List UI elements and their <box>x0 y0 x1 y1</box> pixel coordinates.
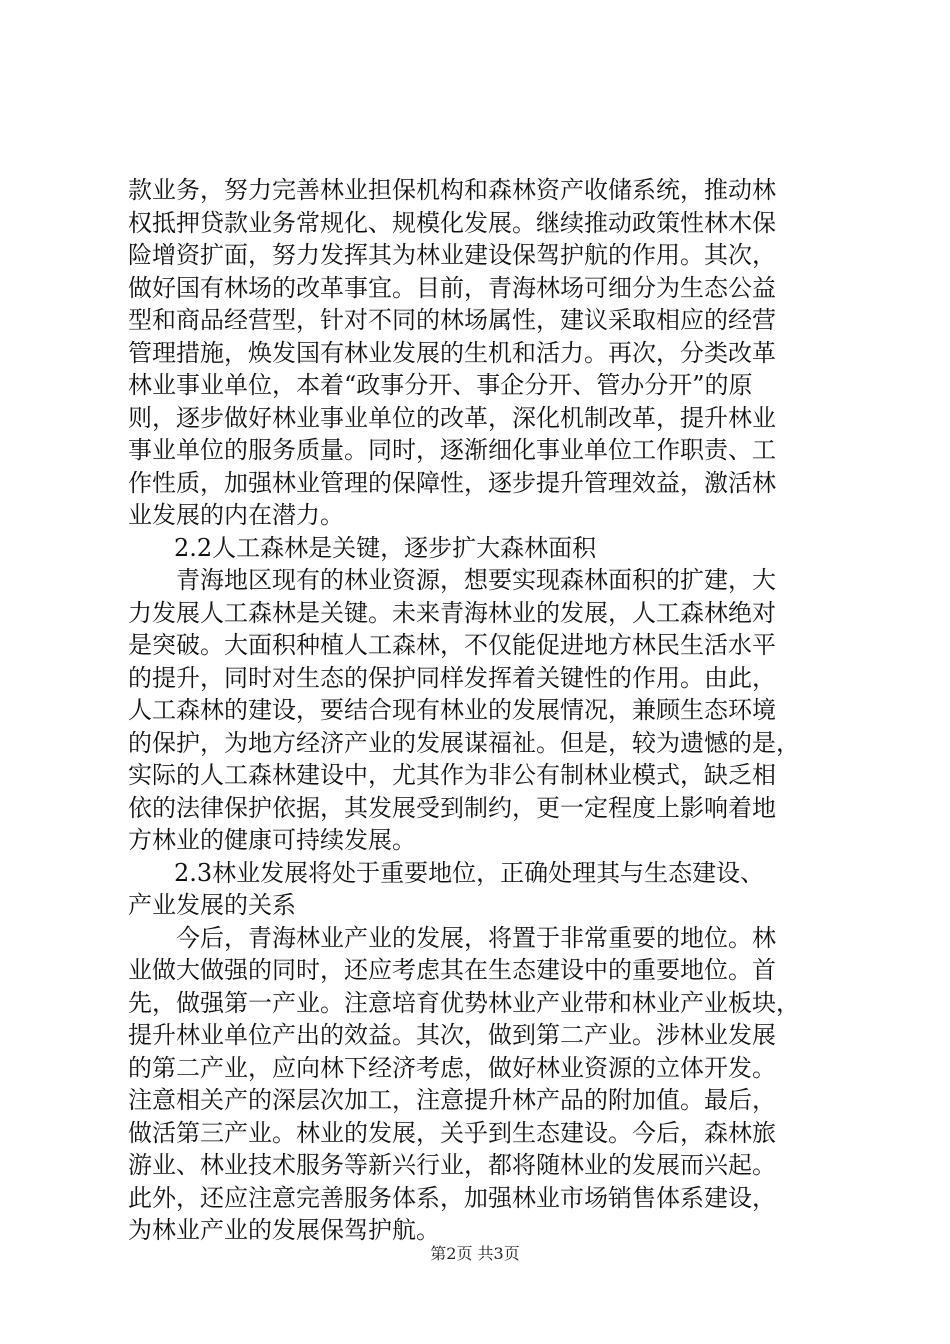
heading-line: 2.3林业发展将处于重要地位，正确处理其与生态建设、 <box>174 858 765 887</box>
section-heading-2-3 <box>128 857 828 922</box>
text-line: 是突破。大面积种植人工森林，不仅能促进地方林民生活水平 <box>128 631 776 659</box>
text-line: 注意相关产的深层次加工，注意提升林产品的附加值。最后， <box>128 1086 776 1114</box>
text-line: 青海地区现有的林业资源，想要实现森林面积的扩建，大 <box>176 566 776 594</box>
page-number-label: 第2页 共3页 <box>430 1244 520 1263</box>
text-line: 先，做强第一产业。注意培育优势林业产业带和林业产业板块， <box>128 988 800 1017</box>
text-line: 的保护，为地方经济产业的发展谋福祉。但是，较为遗憾的是， <box>128 728 800 757</box>
text-line: 提升林业单位产出的效益。其次，做到第二产业。涉林业发展 <box>128 1021 776 1049</box>
text-line: 游业、林业技术服务等新兴行业，都将随林业的发展而兴起。 <box>128 1151 776 1179</box>
text-line: 此外，还应注意完善服务体系，加强林业市场销售体系建设， <box>128 1183 776 1212</box>
text-line: 的提升，同时对生态的保护同样发挥着关键性的作用。由此， <box>128 663 776 692</box>
text-line: 业发展的内在潜力。 <box>128 501 344 529</box>
text-line: 林业事业单位，本着“政事分开、事企分开、管办分开”的原 <box>128 371 753 399</box>
page-footer <box>0 1244 950 1264</box>
paragraph-industry-development <box>128 922 828 1247</box>
text-line: 今后，青海林业产业的发展，将置于非常重要的地位。林 <box>176 923 776 952</box>
document-body <box>128 174 828 1247</box>
paragraph-forestry-reform <box>128 174 828 532</box>
text-line: 权抵押贷款业务常规化、规模化发展。继续推动政策性林木保 <box>128 208 776 237</box>
text-line: 做活第三产业。林业的发展，关乎到生态建设。今后，森林旅 <box>128 1118 776 1147</box>
text-line: 力发展人工森林是关键。未来青海林业的发展，人工森林绝对 <box>128 598 776 627</box>
heading-line: 2.2人工森林是关键，逐步扩大森林面积 <box>174 533 597 562</box>
text-line: 事业单位的服务质量。同时，逐渐细化事业单位工作职责、工 <box>128 436 776 464</box>
text-line: 款业务，努力完善林业担保机构和森林资产收储系统，推动林 <box>128 176 776 204</box>
text-line: 管理措施，焕发国有林业发展的生机和活力。再次，分类改革 <box>128 338 776 367</box>
text-line: 人工森林的建设，要结合现有林业的发展情况，兼顾生态环境 <box>128 696 776 724</box>
text-line: 做好国有林场的改革事宜。目前，青海林场可细分为生态公益 <box>128 273 776 302</box>
text-line: 实际的人工森林建设中，尤其作为非公有制林业模式，缺乏相 <box>128 761 776 789</box>
text-line: 作性质，加强林业管理的保障性，逐步提升管理效益，激活林 <box>128 468 776 497</box>
text-line: 依的法律保护依据，其发展受到制约，更一定程度上影响着地 <box>128 793 776 822</box>
text-line: 业做大做强的同时，还应考虑其在生态建设中的重要地位。首 <box>128 956 776 984</box>
text-line: 则，逐步做好林业事业单位的改革，深化机制改革，提升林业 <box>128 403 776 432</box>
heading-line: 产业发展的关系 <box>128 891 296 919</box>
text-line: 方林业的健康可持续发展。 <box>128 826 416 854</box>
section-heading-2-2 <box>128 532 828 565</box>
text-line: 为林业产业的发展保驾护航。 <box>128 1216 440 1244</box>
text-line: 险增资扩面，努力发挥其为林业建设保驾护航的作用。其次， <box>128 241 776 269</box>
paragraph-artificial-forest <box>128 564 828 857</box>
text-line: 型和商品经营型，针对不同的林场属性，建议采取相应的经营 <box>128 306 776 334</box>
text-line: 的第二产业，应向林下经济考虑，做好林业资源的立体开发。 <box>128 1053 776 1082</box>
